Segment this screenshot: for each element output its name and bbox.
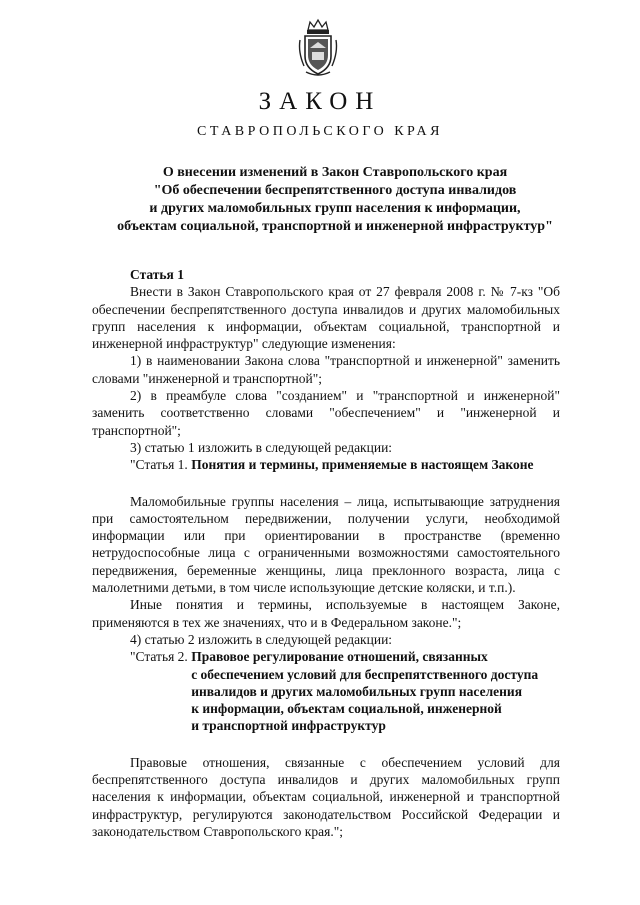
document-title-line: "Об обеспечении беспрепятственного доступа инвалидов <box>153 183 517 198</box>
change-item-3: 3) статью 1 изложить в следующей редакции: <box>130 439 393 455</box>
article-heading: Статья 1 <box>130 267 184 282</box>
quoted-article-2-heading <box>92 648 560 734</box>
document-title-line: О внесении изменений в Закон Ставропольского края <box>162 165 508 180</box>
change-item-2: 2) в преамбуле слова "созданием" и "транспортной и инженерной" заменить соответственно словами "обеспечением" и "инженерной и транспортной"; <box>92 388 560 438</box>
quoted-article-2-title-line: к информации, объектам социальной, инженерной <box>191 701 502 717</box>
definition-paragraph: Маломобильные группы населения – лица, испытывающие затруднения при самостоятельном передвижении, получении услуги, необходимой информации или при ориентировании в пространстве (временно нетрудоспособные лица с ограниченными возможностями самостоятельного передвижения, беременные женщины, лица преклонного возраста, лица с малолетними детьми, в том числе использующие детские коляски, и т.п.). <box>92 493 560 596</box>
law-title: ЗАКОН <box>258 88 382 115</box>
quoted-article-2-prefix: "Статья 2. <box>130 649 192 665</box>
document-body <box>92 266 560 840</box>
change-item-1: 1) в наименовании Закона слова "транспортной и инженерной" заменить словами "инженерной и транспортной"; <box>92 353 560 386</box>
quoted-article-1-heading <box>92 456 560 473</box>
legal-relations-paragraph: Правовые отношения, связанные с обеспечением условий для беспрепятственного доступа инвалидов и других маломобильных групп населения к информации, объектам социальной, инженерной и транспортной инфраструктур, регулируются законодательством Российской Федерации и законодательством Ставропольского края."; <box>92 754 560 839</box>
quoted-article-1-title: Понятия и термины, применяемые в настоящем Законе <box>191 457 534 473</box>
quoted-article-2-title-line: и транспортной инфраструктур <box>191 718 386 734</box>
document-title <box>90 164 580 236</box>
quoted-article-1-prefix: "Статья 1. <box>130 457 192 473</box>
quoted-article-2-title-line: с обеспечением условий для беспрепятственного доступа <box>191 666 539 682</box>
article-intro-paragraph: Внести в Закон Ставропольского края от 27 февраля 2008 г. № 7-кз "Об обеспечении беспрепятственного доступа инвалидов и других маломобильных групп населения к информации, объектам социальной, транспортной и инженерной инфраструктур" следующие изменения: <box>92 284 560 352</box>
change-item-4: 4) статью 2 изложить в следующей редакции: <box>130 631 393 647</box>
coat-of-arms-icon <box>296 18 340 78</box>
document-title-line: объектам социальной, транспортной и инженерной инфраструктур" <box>117 219 553 234</box>
quoted-article-2-title-line: Правовое регулирование отношений, связанных <box>191 649 488 665</box>
document-title-line: и других маломобильных групп населения к информации, <box>149 201 521 216</box>
law-subtitle: СТАВРОПОЛЬСКОГО КРАЯ <box>197 124 443 139</box>
other-terms-paragraph: Иные понятия и термины, используемые в настоящем Законе, применяются в тех же значениях, что и в Федеральном законе."; <box>92 597 560 630</box>
quoted-article-2-title <box>191 648 538 734</box>
quoted-article-2-title-line: инвалидов и других маломобильных групп населения <box>191 683 522 699</box>
